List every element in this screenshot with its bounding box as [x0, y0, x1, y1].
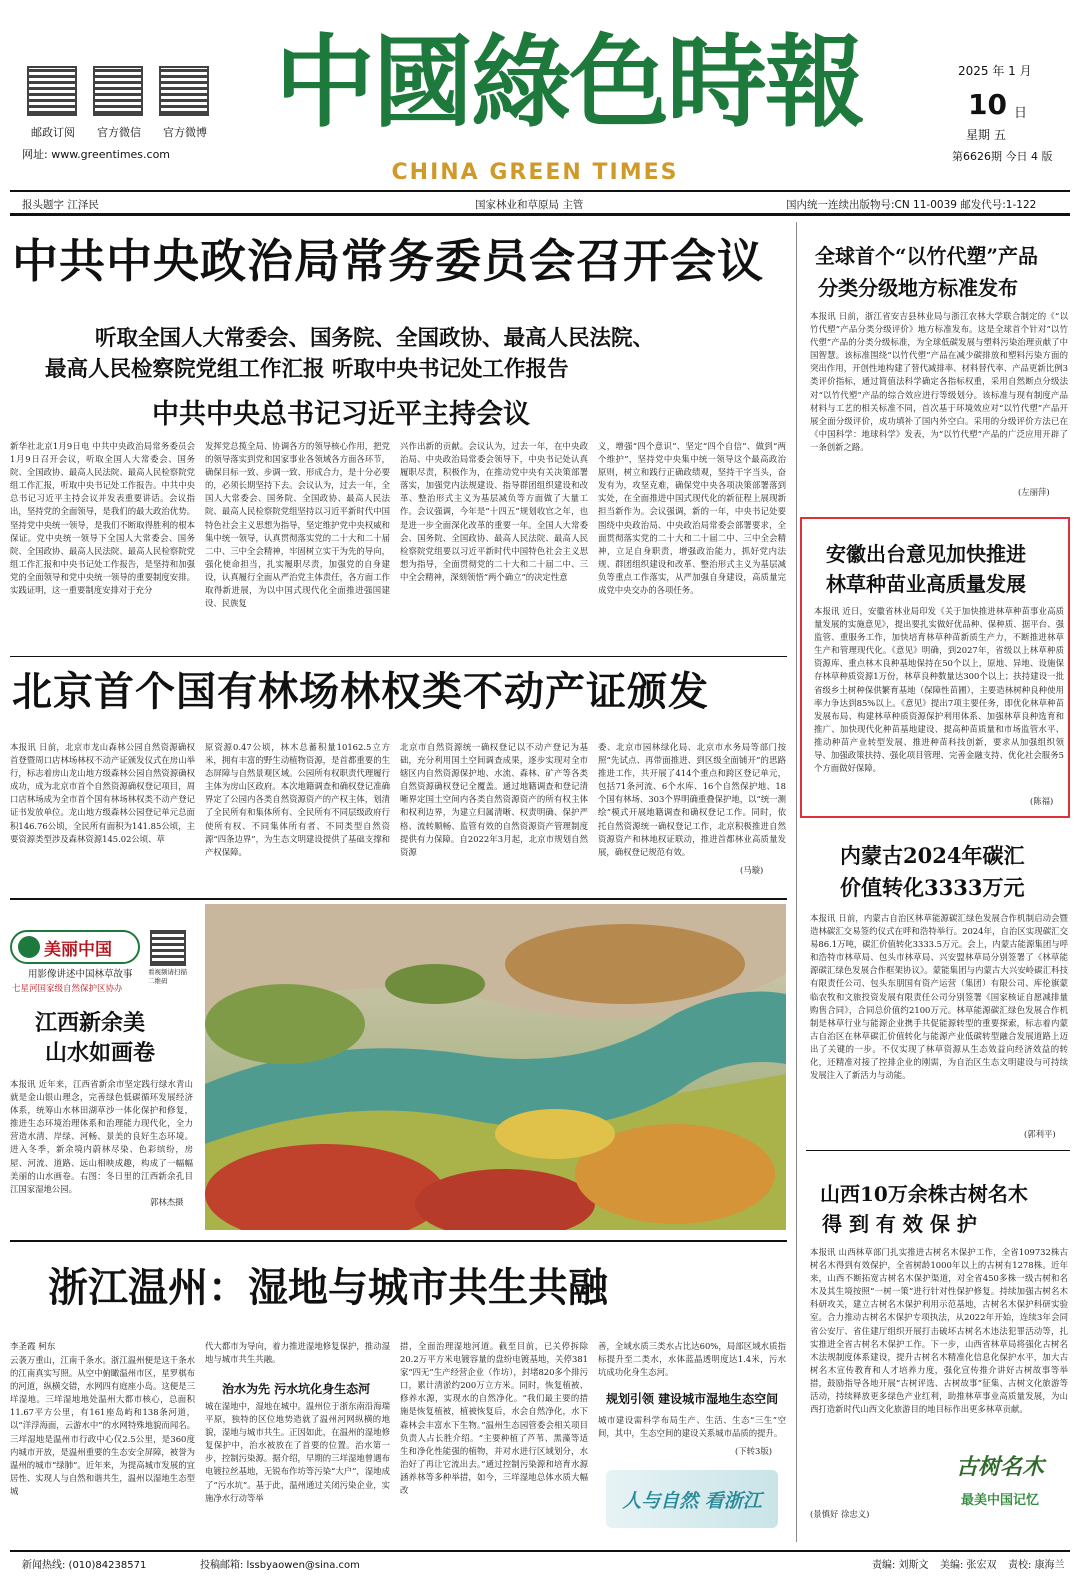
side3-text: 本报讯 日前，内蒙古自治区林草能源碳汇绿色发展合作机制启动会暨造林碳汇交易签约仪式在呼和浩特举行。2024年，自治区实现碳汇交易86.1万吨，碳汇价值转化3333.5万元。会上，内蒙古能源集团与呼和浩特市林草局、包头市林草局、兴安盟林草局分别签署了《林草能源碳汇绿色发展合作框架协议》。蒙能集团与内蒙古大兴安岭碳汇科技有限责任公司、包头东朋国有资产运营（集团）有限公司、库伦旗蒙临农牧和文旅投资发展有限责任公司分别签署《国家核证自愿减排量购售合同》，合同总价值约2100万元。林草能源碳汇绿色发展合作机制是林草行业与能源企业携手共促能源转型的重要探索，标志着内蒙古自治区在林草碳汇价值转化与能源产业低碳转型融合发展道路上迈出了关键的一步。不仅实现了林草资源从生态效益向经济效益的转化，还精准对接了控排企业的刚需，为自治区生态文明建设与可持续发展注入了新活力与动能。: [810, 913, 1068, 1081]
lead-divider: [10, 656, 787, 657]
beauty-logo-icon: [18, 936, 40, 958]
side4-badge-title: 古树名木: [955, 1454, 1044, 1480]
lead-col-2: 发挥党总揽全局、协调各方的领导核心作用，把党的领导落实到党和国家事业各领域各方面各环节，确保目标一致、步调一致、形成合力，是十分必要的，必须长期坚持下去。会议认为，过去一年，全国人大常委会、国务院、全国政协、最高人民法院、最高人民检察院党组坚持以习近平新时代中国特色社会主义思想为指导，坚定维护党中央权威和集中统一领导，认真贯彻落实党的二十大和二十届二中、三中全会精神，牢固树立实干为先的导向，强化使命担当，扎实履职尽责，加强党的自身建设，认真履行全面从严治党主体责任，各方面工作取得新进展，为以中国式现代化全面推进强国建设、民族复: [205, 441, 390, 609]
side1-title-2: 分类分级地方标准发布: [818, 276, 1018, 300]
forest-col-3: 北京市自然资源统一确权登记以不动产登记为基础，充分利用国土空间调查成果，逐步实现对全市辖区内自然资源保护地、水流、森林、矿产等各类自然资源确权登记全覆盖。通过地籍调查和登记清晰界定国土空间内各类自然资源资产的所有权主体和权利边界，为建立归属清晰、权责明确、保护严格、流转顺畅、监管有效的自然资源资产管理制度提供有力保障。自2022年3月起，北京市规划自然资源: [400, 742, 588, 857]
lead-col-3: 兴作出新的贡献。会议认为，过去一年，在中央政治局、中央政治局常委会领导下，中央书记处认真履职尽责，积极作为，在推动党中央有关决策部署落实，加强党内法规建设、指导群团组织建设和改革、整治形式主义为基层减负等方面做了大量工作。会议强调，今年是“十四五”规划收官之年，也是进一步全面深化改革的重要一年。全国人大常委会、国务院、全国政协、最高人民法院、最高人民检察院党组要以习近平新时代中国特色社会主义思想为指导，全面贯彻党的二十大和二十届二中、三中全会精神，深刻领悟“两个确立”的决定性意: [400, 441, 588, 582]
forest-author: (马璇): [740, 865, 764, 875]
qr-weibo[interactable]: [154, 66, 214, 122]
forest-divider: [10, 898, 787, 900]
side3-title-2: 价值转化3333万元: [840, 875, 1025, 900]
qr-label-wechat: 官方微信: [97, 126, 141, 139]
side2-title-1: 安徽出台意见加快推进: [826, 542, 1026, 566]
newspaper-title: 中國綠色時報: [275, 23, 863, 141]
side2-author: (陈福): [1030, 796, 1054, 806]
wenzhou-col-1: 云袭万重山，江南千条水。浙江温州便是这千条水的江南真实写照。从空中俯瞰温州市区，星罗棋布的河道，纵横交错，水网四有庭座小岛。这便是三垟湿地。三垟湿地地处温州大都市核心，总面积11.67平方公里，有161座岛屿和138条河道，以“洋浮海面，云游水中”的水网特殊地貌而闻名。三垟湿地是温州市行政中心仅2.5公里，是360度内城市开放，是温州重要的生态安全屏障，被誉为温州的城市“绿肺”。近年来，为提高城市发展的宜居性、实现人与自然和谐共生，温州以湿地生态型城: [10, 1355, 195, 1496]
side4-badge-sub: 最美中国记忆: [960, 1493, 1039, 1508]
lead-col-4: 义，增强“四个意识”、坚定“四个自信”、做到“两个维护”，坚持党中央集中统一领导这个最高政治原则，树立和践行正确政绩观，坚持干字当头，奋发有为，攻坚克难，确保党中央各项决策部署落到实处，在全面推进中国式现代化的新征程上展现新担当新作为。会议强调，新的一年，中央书记处要围绕中央政治局、中央政治局常委会部署要求，全面贯彻落实党的二十大和二十届二中、三中全会精神，立足自身职责，增强政治能力，抓好党内法规、群团组织建设和改革、整治形式主义为基层减负等重点工作落实，从严加强自身建设，高质量完成党中央交办的各项任务。: [598, 441, 786, 596]
side4-badge: [930, 1450, 1070, 1522]
qr-label-subscribe: 邮政订阅: [31, 126, 75, 139]
date-year-month: 2025 年 1 月: [958, 64, 1032, 78]
beauty-tag: 用影像讲述中国林草故事: [28, 969, 133, 980]
qr-label-weibo: 官方微博: [163, 126, 207, 139]
wenzhou-col-2a: 代大都市为导向，着力推进湿地修复保护，推动湿地与城市共生共融。: [205, 1341, 390, 1365]
lead-subhead-1: 听取全国人大常委会、国务院、全国政协、最高人民法院、: [95, 326, 655, 351]
beauty-logo: [10, 930, 140, 964]
sidebar-divider: [796, 222, 797, 1542]
lead-subhead-3: 中共中央总书记习近平主持会议: [152, 399, 530, 430]
beauty-author: 郭林杰摄: [150, 1197, 184, 1207]
beauty-title-2: 山水如画卷: [45, 1040, 156, 1066]
footer-artist: 美编: 张宏双: [940, 1560, 997, 1571]
side3-divider: [806, 1150, 1070, 1151]
newspaper-subtitle: CHINA GREEN TIMES: [391, 160, 679, 185]
masthead-rule-bottom: [10, 213, 1070, 216]
info-bar-left: 报头题字 江泽民: [22, 199, 99, 211]
wenzhou-subhead-1: 治水为先 污水坑化身生态河: [222, 1382, 371, 1396]
issue-number: 第6626期 今日 4 版: [952, 150, 1053, 163]
masthead-rule-top: [10, 190, 1070, 192]
forest-col-2: 原资源0.47公顷，林木总蓄积量10162.5立方米，拥有丰富的野生动植物资源，是首都重要的生态屏障与自然景观区域。公园所有权职责代理履行主体为房山区政府。本次地籍调查和确权登记准确界定了公园内各类自然资源资产的产权主体，划清了全民所有和集体所有、全民所有不同层级政府行使所有权、不同集体所有者、不同类型自然资源“四条边界”，为生态文明建设提供了基础支撑和产权保障。: [205, 742, 390, 857]
side1-title-1: 全球首个“以竹代塑”产品: [815, 244, 1039, 268]
wenzhou-subhead-2: 规划引领 建设城市湿地生态空间: [606, 1392, 779, 1406]
beauty-text: 本报讯 近年来，江西省新余市坚定践行绿水青山就是金山银山理念，完善绿色低碳循环发展经济体系，统筹山水林田湖草沙一体化保护和修复，推进生态环境治理体系和治理能力现代化，全力营造水清、岸绿、河畅、景美的良好生态环境。进入冬季，新余境内蔚林尽染、色彩缤纷，房屋、河流、道路、远山相映成趣，构成了一幅幅美丽的山水画卷。右图：冬日里的江西新余孔目江国家湿地公园。: [10, 1079, 193, 1194]
info-bar-center: 国家林业和草原局 主管: [475, 199, 584, 211]
wenzhou-logo: [606, 1470, 778, 1528]
footer-hotline: 新闻热线: (010)84238571: [22, 1560, 147, 1571]
side3-title-1: 内蒙古2024年碳汇: [840, 843, 1025, 868]
forest-headline: 北京首个国有林场林权类不动产证颁发: [12, 668, 709, 715]
side2-text: 本报讯 近日，安徽省林业局印发《关于加快推进林草种苗事业高质量发展的实施意见》，提出要扎实做好优品种、保种质、据平台、强监管、重服务工作，加快培育林草种苗新质生产力，不断推进林草生产和管理现代化。《意见》明确，到2027年，省级以上林草种质资源库、重点林木良种基地保持在50个以上，原地、异地、设施保存林草种质资源1万份，林草良种数量达300个以上；扶持建设一批省级乡土树种保供繁育基地（保障性苗圃），主要造林树种良种使用率力争达到85%以上。《意见》提出7项主要任务，即优化林草种苗发展布局、构建林草种质资源保护利用体系、加强林草良种选育和推广、加快现代化种苗基地建设、提高种苗质量和市场监管水平、推动种苗产业转型发展、推进种苗科技创新，要求从加强组织领导、加强政策扶持、强化项目管理、完善金融支持、优化社会服务5个方面做好保障。: [814, 606, 1064, 774]
wenzhou-byline: 李圣霞 柯东: [10, 1342, 56, 1352]
side4-title-2: 得 到 有 效 保 护: [822, 1212, 977, 1236]
footer-proof: 责校: 康海兰: [1008, 1560, 1065, 1571]
wenzhou-col-2b: 城在湿地中，湿地在城中。温州位于浙东南沿海瑞平原，独特的区位地势造就了温州河网纵横的地貌，湿地与城市共生。正因如此，在温州的湿地修复保护中，治水被放在了首要的位置。治水第一步，控制污染源。据介绍，早期的三垟湿地曾遇布电镀拉丝基地，无锐布作坊等污染“大户”，湿地成了“污水坑”。基于此，温州通过关闭污染企业，实施净水行动等举: [205, 1401, 390, 1503]
lead-headline: 中共中央政治局常务委员会召开会议: [12, 234, 764, 288]
wetland-photo: [205, 904, 786, 1230]
lead-subhead-2: 最高人民检察院党组工作汇报 听取中央书记处工作报告: [45, 357, 569, 382]
beauty-series: 七星河国家级自然保护区协办: [12, 984, 123, 994]
side1-text: 本报讯 日前，浙江省安吉县林业局与浙江农林大学联合制定的《“以竹代塑”产品分类分级评价》地方标准发布。这是全球首个针对“以竹代塑”产品的分类分级标准，为全球低碳发展与塑料污染治理贡献了中国智慧。该标准围绕“以竹代塑”产品在减少碳排放和塑料污染方面的突出作用，开创性地构建了替代减排率、材料替代率、产品更新比例3类评价指标，通过简值法科学确定各指标权重，采用自然断点分级法对“以竹代塑”产品的综合效应进行等级划分。该标准与现有制度产品材料与工艺的相关标准不同，首次基于环境效应对“以竹代塑”产品开展全面分级评价，成功填补了国内外空白。采用的分级评价方法已在《中国科学：地球科学》发表，为“以竹代塑”产品的广泛应用开辟了一条创新之路。: [810, 311, 1068, 452]
beauty-logo-text: 美丽中国: [44, 939, 112, 960]
lead-col-1: 新华社北京1月9日电 中共中央政治局常务委员会1月9日召开会议，听取全国人大常委会、国务院、全国政协、最高人民法院、最高人民检察院党组工作汇报，听取中央书记处工作报告。中共中央总书记习近平主持会议并发表重要讲话。会议指出，坚持党的全面领导，是我们的最大政治优势。坚持党中央统一领导，是我们不断取得胜利的根本保证。党中央统一领导下全国人大常委会、国务院、全国政协、最高人民法院、最高人民检察院党组工作汇报和中央书记处工作报告，是坚持和加强党的全面领导和党中央统一领导的重要制度安排。实践证明，这一重要制度安排对于充分: [10, 441, 195, 596]
side3-author: (郭利平): [1024, 1129, 1056, 1139]
info-bar-right: 国内统一连续出版物号:CN 11-0039 邮发代号:1-122: [786, 199, 1037, 211]
forest-col-4: 委、北京市园林绿化局、北京市水务局等部门按照“先试点、再带面推进、到区级全面铺开”的思路推进工作，共开展了414个重点和跨区登记单元，包括71条河流、6个水库、16个自然保护地、18个国有林场、303个界明确重叠保护地，以“统一测绘”模式开展地籍调查和确权登记工作。同时，依托自然资源统一确权登记工作，北京积极推进自然资源资产和林地权证联动，推进首都林业高质量发展，确权登记规范有效。: [598, 742, 786, 857]
weekday: 星期 五: [966, 128, 1006, 142]
side4-title-1: 山西10万余株古树名木: [820, 1182, 1028, 1206]
side2-title-2: 林草种苗业高质量发展: [826, 572, 1026, 596]
wenzhou-col-3: 措，全面治理湿地河道。截至目前，已关停拆除20.2万平方米电镀容量的盘纷电镀基地，关停381家“四无”生产经营企业（作坊），封堵820多个排污口，累计清淤约200万立方米。同时，恢复植被、修养水源，实现水的自然净化。“我们最主要的措施是恢复植被，植被恢复后，水会自然净化，水下森林会丰富水下生物。”温州生态园管委会相关项目负责人占长胜介绍。“主要种植了芦苇、黑藻等适生和净化性能强的植物，并对水进行区域划分，水治好了再让它流出去。”通过控制污染源和培育水源涵养林等多种举措，如今，三垟湿地总体水质大幅改: [400, 1341, 588, 1496]
footer-email: 投稿邮箱: lssbyaowen@sina.com: [200, 1560, 360, 1571]
wenzhou-headline: 浙江温州：湿地与城市共生共融: [48, 1264, 608, 1311]
footer-rule: [10, 1550, 1070, 1552]
wenzhou-logo-text: 人与自然 看浙江: [622, 1489, 762, 1512]
qr-subscribe[interactable]: [22, 66, 82, 122]
photo-divider: [10, 1240, 787, 1242]
side4-text-top: 本报讯 山西林草部门扎实推进古树名木保护工作，全省109732株古树名木得到有效保护，全省树龄1000年以上的古树有1278株。近年来，山西不断拓宽古树名木保护渠道，对全省450多株一级古树和名木及其生境按照“一树一策”进行针对性保护修复。持续加强古树名木科研攻关，建立古树名木保护利用示范基地，古树名木保护科研实验室。合力推动古树名木保护专项执法，从2022年开始，连续3年会同省公安厅、省住建厅组织开展打击破坏古树名木违法犯罪活动等，扎实推进全省古树名木保护工作。下一步，山西省林草局将强化古树名木法规制度体系建设，提升古树名木精准化信息化保护水平，加大古树名木宣传教育和人才培养力度，强化宣传推介讲好古树故事等举措，鼓励指导各地开展“古树评选、古树故事”征集、古树文化旅游等活动，持续释放更多绿色产业红利，助推林草事业高质量发展，为山西打造新时代山西文化旅游目的地目标作出更多林草贡献。: [810, 1247, 1068, 1415]
qr-wechat[interactable]: [88, 66, 148, 122]
side4-author: (景慎好 徐忠义): [810, 1509, 870, 1519]
beauty-qr-note: 看视频请扫描二维码: [148, 968, 187, 985]
beauty-title-1: 江西新余美: [35, 1010, 146, 1036]
date-day: 10: [968, 88, 1007, 121]
date-day-unit: 日: [1014, 106, 1028, 121]
beauty-qr[interactable]: [150, 930, 186, 966]
wenzhou-turn: (下转3版): [735, 1446, 772, 1456]
wenzhou-col-4a: 善，全域水质三类水占比达60%，局部区域水质指标提升至二类水，水体蓝晶透明度达1.4米，污水坑成功化身生态河。: [598, 1341, 786, 1378]
wenzhou-col-4b: 城市建设需科学布局生产、生活、生态“三生”空间，其中，生态空间的建设关系城市品质的提升。: [598, 1415, 786, 1439]
forest-col-1: 本报讯 日前，北京市龙山森林公园自然资源确权首登暨周口店林场林权不动产证颁发仪式在房山举行，标志着房山龙山地方级森林公园自然资源确权成功，成为北京市首个自然资源确权登记项目，周口店林场成为全市首个国有林场林权类不动产登记证书发放单位。龙山地方级森林公园登记单元总面积146.76公顷，全民所有面积为141.85公顷，主要资源类型涉及森林资源145.02公顷、草: [10, 742, 195, 844]
side1-author: (左丽萍): [1018, 487, 1050, 497]
website: 网址: www.greentimes.com: [22, 148, 171, 161]
footer-editor: 责编: 刘斯文: [872, 1560, 929, 1571]
